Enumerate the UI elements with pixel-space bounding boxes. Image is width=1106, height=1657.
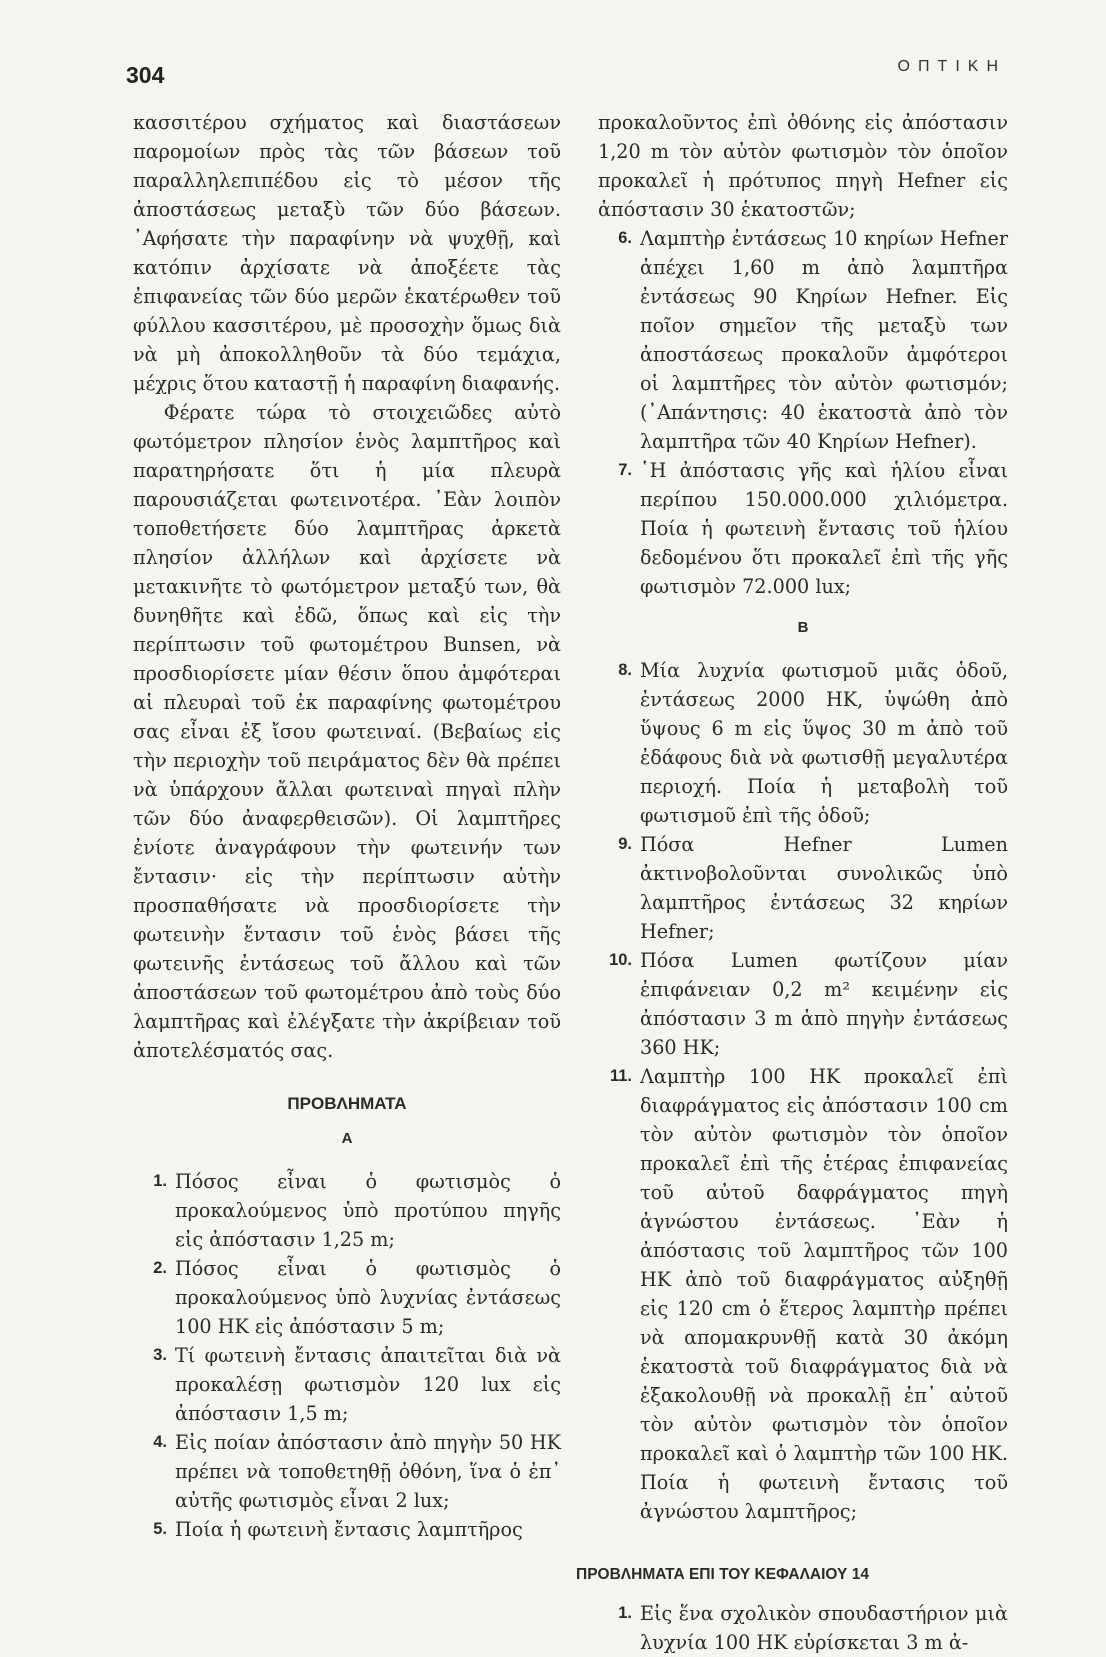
problem-text: Λαμπτὴρ 100 ΗΚ προκαλεῖ ἐπὶ διαφράγματος εἰς ἀπόστασιν 100 cm τὸν αὐτὸν φωτισμὸν τὸν ὁποῖον προκαλεῖ ἐπὶ τῆς ἑτέρας ἐπιφανείας τοῦ αὐτοῦ δαφράγματος πηγὴ ἀγνώστου ἐντάσεως. ᾿Εὰν ἡ ἀπόστασις τοῦ λαμπτῆρος τῶν 100 ΗΚ ἀπὸ τοῦ διαφράγματος αὐξηθῇ εἰς 120 cm ὁ ἕτερος λαμπτὴρ πρέπει νὰ απομακρυνθῇ κατὰ 30 ἀκόμη ἑκατοστὰ τοῦ διαφράγματος διὰ νὰ ἐξακολουθῇ νὰ προκαλῇ ἐπ᾿ αὐτοῦ τὸν αὐτὸν φωτισμὸν τὸν ὁποῖον προκαλεῖ καὶ ὁ λαμπτὴρ τῶν 100 ΗΚ. Ποία ἡ φωτεινὴ ἔντασις τοῦ ἀγνώστου λαμπτῆρος; (640, 1065, 1008, 1523)
problem-text: Μία λυχνία φωτισμοῦ μιᾶς ὁδοῦ, ἐντάσεως 2000 ΗΚ, ὑψώθη ἀπὸ ὕψους 6 m εἰς ὕψος 30 m ἀπὸ τοῦ ἐδάφους διὰ νὰ φωτισθῇ μεγαλυτέρα περιοχή. Ποία ἡ μεταβολὴ τοῦ φωτισμοῦ ἐπὶ τῆς ὁδοῦ; (640, 659, 1008, 827)
subsection-letter: Β (797, 619, 809, 636)
subsection-letter: Α (341, 1130, 353, 1147)
problem-text: Λαμπτὴρ ἐντάσεως 10 κηρίων Hefner ἀπέχει 1,60 m ἀπὸ λαμπτῆρα ἐντάσεως 90 Κηρίων Hefner. Εἰς ποῖον σημεῖον τῆς μεταξὺ των ἀποστάσεως προκαλοῦν ἀμφότεροι οἱ λαμπτῆρες τὸν αὐτὸν φωτισμόν; (᾿Απάντησις: 40 ἑκατοστὰ ἀπὸ τὸν λαμπτῆρα τῶν 40 Κηρίων Hefner). (640, 227, 1008, 453)
problem-item (133, 1341, 561, 1428)
problem-continuation: προκαλοῦντος ἐπὶ ὀθόνης εἰς ἀπόστασιν 1,20 m τὸν αὐτὸν φωτισμὸν τὸν ὁποῖον προκαλεῖ ἡ πρότυπος πηγὴ Hefner εἰς ἀπόστασιν 30 ἑκατοστῶν; (598, 111, 1008, 221)
problem-item (598, 224, 1008, 456)
page-number: 304 (126, 62, 165, 88)
problem-item (598, 1599, 1008, 1657)
problem-item (133, 1167, 561, 1254)
problem-text: Πόσα Hefner Lumen ἀκτινοβολοῦνται συνολικῶς ὑπὸ λαμπτῆρος ἐντάσεως 32 κηρίων Hefner; (640, 833, 1008, 943)
problem-item (598, 946, 1008, 1062)
problem-text: Εἰς ἕνα σχολικὸν σπουδαστήριον μιὰ λυχνία 100 ΗΚ εὑρίσκεται 3 m ἀ- (640, 1602, 1008, 1654)
problem-list (133, 1167, 561, 1544)
problem-text: Πόσα Lumen φωτίζουν μίαν ἐπιφάνειαν 0,2 m² κειμένην εἰς ἀπόστασιν 3 m ἀπὸ πηγὴν ἐντάσεως 360 ΗΚ; (640, 949, 1008, 1059)
problem-item (133, 1254, 561, 1341)
problem-text: Τί φωτεινὴ ἔντασις ἀπαιτεῖται διὰ νὰ προκαλέσῃ φωτισμὸν 120 lux εἰς ἀπόστασιν 1,5 m; (175, 1344, 561, 1425)
problem-number: 6. (618, 229, 632, 247)
problem-number: 1. (153, 1172, 167, 1190)
problem-number: 4. (153, 1433, 167, 1451)
problem-number: 2. (153, 1259, 167, 1277)
running-head: ΟΠΤΙΚΗ (897, 58, 1006, 75)
problem-item (133, 1515, 561, 1544)
left-column (133, 108, 561, 1544)
problem-text: Ποία ἡ φωτεινὴ ἔντασις λαμπτῆρος (175, 1518, 523, 1541)
problem-text: Εἰς ποίαν ἀπόστασιν ἀπὸ πηγὴν 50 ΗΚ πρέπει νὰ τοποθετηθῇ ὀθόνη, ἵνα ὁ ἐπ᾿ αὐτῆς φωτισμὸς εἶναι 2 lux; (175, 1431, 561, 1512)
problem-item (598, 830, 1008, 946)
problem-number: 10. (609, 951, 632, 969)
body-paragraph: κασσιτέρου σχήματος καὶ διαστάσεων παρομοίων πρὸς τὰς τῶν βάσεων τοῦ παραλληλεπιπέδου εἰς τὸ μέσον τῆς ἀποστάσεως μεταξὺ τῶν δύο βάσεων. ᾿Αφήσατε τὴν παραφίνην νὰ ψυχθῇ, καὶ κατόπιν ἀρχίσατε νὰ ἀποξέετε τὰς ἐπιφανείας τῶν δύο μερῶν ἑκατέρωθεν τοῦ φύλλου κασσιτέρου, μὲ προσοχὴν ὅμως διὰ νὰ μὴ ἀποκολληθοῦν τὰ δύο τεμάχια, μέχρις ὅτου καταστῇ ἡ παραφίνη διαφανής. (133, 111, 561, 395)
problem-item (133, 1428, 561, 1515)
problem-number: 3. (153, 1346, 167, 1364)
problem-number: 5. (153, 1520, 167, 1538)
problem-number: 9. (618, 835, 632, 853)
problem-number: 7. (618, 461, 632, 479)
problem-text: Πόσος εἶναι ὁ φωτισμὸς ὁ προκαλούμενος ὑπὸ λυχνίας ἐντάσεως 100 ΗΚ εἰς ἀπόστασιν 5 m; (175, 1257, 561, 1338)
problem-number: 11. (609, 1067, 632, 1085)
right-column (576, 108, 1008, 1657)
problem-list (598, 1599, 1008, 1657)
problem-number: 1. (618, 1604, 632, 1622)
problem-item (598, 1062, 1008, 1526)
chapter-heading: ΠΡΟΒΛΗΜΑΤΑ ΕΠΙ ΤΟΥ ΚΕΦΑΛΑΙΟΥ 14 (576, 1566, 869, 1583)
problem-list (598, 656, 1008, 1526)
problem-text: ῾Η ἀπόστασις γῆς καὶ ἡλίου εἶναι περίπου 150.000.000 χιλιόμετρα. Ποία ἡ φωτεινὴ ἔντασις τοῦ ἡλίου δεδομένου ὅτι προκαλεῖ ἐπὶ τῆς γῆς φωτισμὸν 72.000 lux; (640, 459, 1008, 598)
section-title: ΠΡΟΒΛΗΜΑΤΑ (287, 1094, 407, 1113)
problem-list (598, 224, 1008, 601)
problem-number: 8. (618, 661, 632, 679)
problem-item (598, 656, 1008, 830)
body-paragraph: Φέρατε τώρα τὸ στοιχειῶδες αὐτὸ φωτόμετρον πλησίον ἑνὸς λαμπτῆρος καὶ παρατηρήσατε ὅτι ἡ μία πλευρὰ παρουσιάζεται φωτεινοτέρα. ᾿Εὰν λοιπὸν τοποθετήσετε δύο λαμπτῆρας ἀρκετὰ πλησίον ἀλλήλων καὶ ἀρχίσετε νὰ μετακινῆτε τὸ φωτόμετρον μεταξύ των, θὰ δυνηθῆτε καὶ ἐδῶ, ὅπως καὶ εἰς τὴν περίπτωσιν τοῦ φωτομέτρου Bunsen, νὰ προσδιορίσετε μίαν θέσιν ὅπου ἀμφότεραι αἱ πλευραὶ τοῦ ἐκ παραφίνης φωτομέτρου σας εἶναι ἐξ ἴσου φωτειναί. (Βεβαίως εἰς τὴν περιοχὴν τοῦ πειράματος δὲν θὰ πρέπει νὰ ὑπάρχουν ἄλλαι φωτειναὶ πηγαὶ πλὴν τῶν δύο ἀναφερθεισῶν). Οἱ λαμπτῆρες ἐνίοτε ἀναγράφουν τὴν φωτεινήν των ἔντασιν· εἰς τὴν περίπτωσιν αὐτὴν προσπαθήσατε νὰ προσδιορίσετε τὴν φωτεινὴν ἔντασιν τοῦ ἑνὸς βάσει τῆς φωτεινῆς ἐντάσεως τοῦ ἄλλου καὶ τῶν ἀποστάσεων τοῦ φωτομέτρου ἀπὸ τοὺς δύο λαμπτῆρας καὶ ἐλέγξατε τὴν ἀκρίβειαν τοῦ ἀποτελέσματός σας. (133, 401, 561, 1062)
problem-text: Πόσος εἶναι ὁ φωτισμὸς ὁ προκαλούμενος ὑπὸ προτύπου πηγῆς εἰς ἀπόστασιν 1,25 m; (175, 1170, 561, 1251)
problem-item (598, 456, 1008, 601)
